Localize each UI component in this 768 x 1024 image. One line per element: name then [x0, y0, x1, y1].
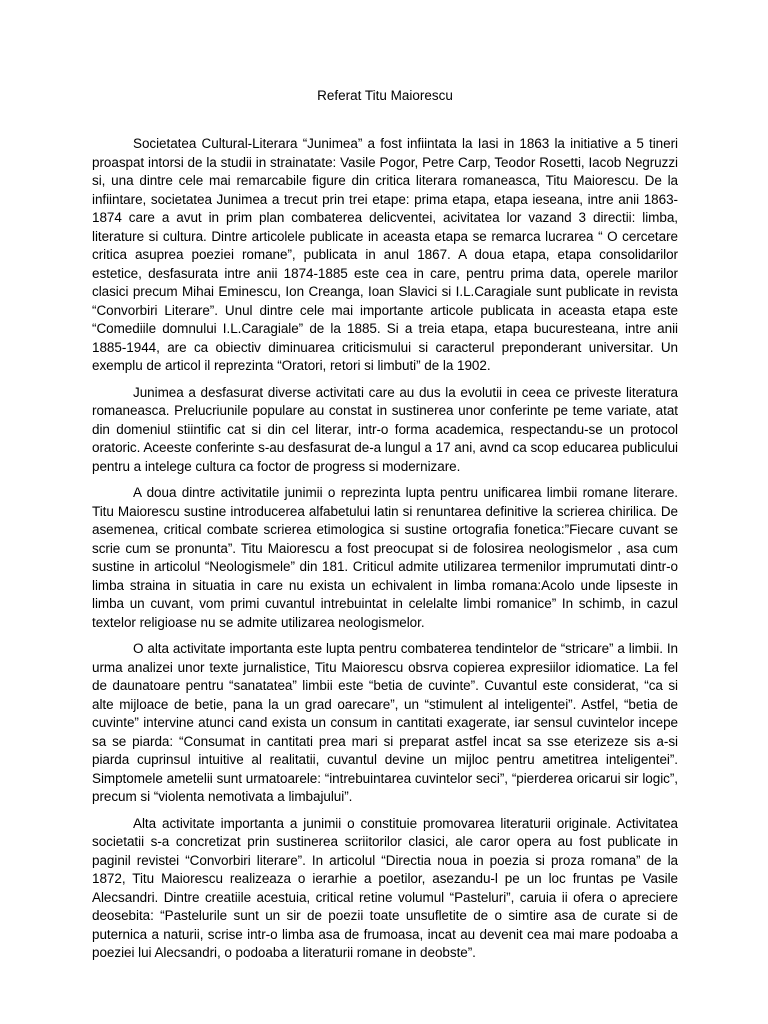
paragraph-activities: Junimea a desfasurat diverse activitati care au dus la evolutii in ceea ce priveste literatura romaneasca. Prelucriunile populare au constat in sustinerea unor conferinte pe teme variate, atat din domeniul stiintific cat si din cel literar, intr-o forma academica, respectandu-se un protocol oratoric. Aceeste conferinte s-au desfasurat de-a lungul a 17 ani, avnd ca scop educarea publicului pentru a intelege cultura ca foctor de progress si modernizare. — [92, 384, 678, 474]
paragraph-language-corruption: O alta activitate importanta este lupta pentru combaterea tendintelor de “stricare” a limbii. In urma analizei unor texte jurnalistice, Titu Maiorescu obsrva copierea expresiilor idiomatice. La fel de daunatoare pentru “sanatatea” limbii este “betia de cuvinte”. Cuvantul este considerat, “ca si alte mijloace de betie, pana la un grad oarecare”, un “stimulent al inteligentei”. Astfel, “betia de cuvinte” intervine atunci cand exista un consum in cantitati exagerate, iar sensul cuvintelor incepe sa se piarda: “Consumat in cantitati prea mari si preparat astfel incat sa sse eterizeze sis a-si piarda cuprinsul intuitive al realitatii, cuvantul devine un mijloc pentru ametitrea inteligentei”. Simptomele ametelii sunt urmatoarele: “intrebuintarea cuvintelor seci”, “pierderea oricarui sir logic”, precum si “violenta nemotivata a limbajului”. — [92, 641, 678, 804]
document-title: Referat Titu Maiorescu — [317, 88, 453, 103]
paragraph-original-literature: Alta activitate importanta a junimii o constituie promovarea literaturii originale. Activitatea societatii s-a concretizat prin sustinerea scriitorilor clasici, ale caror opera au fost publicate in paginil revistei “Convorbiri literare”. In articolul “Directia noua in poezia si proza romana” de la 1872, Titu Maiorescu realizeaza o ierarhie a poetilor, asezandu-l pe un loc fruntas pe Vasile Alecsandri. Dintre creatiile acestuia, critical retine volumul “Pasteluri”, caruia ii ofera o apreciere deosebita: “Pastelurile sunt un sir de poezii toate unsufletite de o simtire asa de curate si de puternica a naturii, scrise intr-o limba asa de frumoasa, incat au devenit cea mai mare podoaba a poeziei lui Alecsandri, o podoaba a literaturii romane in deobste”. — [92, 815, 678, 960]
paragraph-language-unification: A doua dintre activitatile junimii o reprezinta lupta pentru unificarea limbii romane literare. Titu Maiorescu sustine introducerea alfabetului latin si renuntarea definitive la scrierea chirilica. De asemenea, critical combate scrierea etimologica si sustine ortografia fonetica:”Fiecare cuvant se scrie cum se pronunta”. Titu Maiorescu a fost preocupat si de folosirea neologismelor , asa cum sustine in articolul “Neologismele” din 181. Criticul admite utilizarea termenilor imprumutati dintr-o limba straina in situatia in care nu exista un echivalent in limba romana:Acolo unde lipseste in limba un cuvant, vom primi cuvantul intrebuintat in celelalte limbi romanice” In schimb, in cazul textelor religioase nu se admite utilizarea neologismelor. — [92, 485, 678, 630]
paragraph-junimea-history: Societatea Cultural-Literara “Junimea” a fost infiintata la Iasi in 1863 la initiative a 5 tineri proaspat intorsi de la studii in strainatate: Vasile Pogor, Petre Carp, Teodor Rosetti, Iacob Negruzzi si, una dintre cele mai remarcabile figure din critica literara romaneasca, Titu Maiorescu. De la infiintare, societatea Junimea a trecut prin trei etape: prima etapa, etapa ieseana, intre anii 1863-1874 care a avut in prim plan combaterea delicventei, acivitatea lor vazand 3 directii: limba, literature si cultura. Dintre articolele publicate in aceasta etapa se remarca lucrarea “ O cercetare critica asuprea poeziei romane”, publicata in anul 1867. A doua etapa, etapa consolidarilor estetice, desfasurata intre anii 1874-1885 este cea in care, pentru prima data, operele marilor clasici precum Mihai Eminescu, Ion Creanga, Ioan Slavici si I.L.Caragiale sunt publicate in revista “Convorbiri Literare”. Unul dintre cele mai importante articole publicata in aceasta etapa este “Comediile domnului I.L.Caragiale” de la 1885. Si a treia etapa, etapa bucuresteana, intre anii 1885-1944, are ca obiectiv diminuarea criticismului si caracterul preponderant universitar. Un exemplu de articol il reprezinta “Oratori, retori si limbuti” de la 1902. — [92, 136, 678, 373]
